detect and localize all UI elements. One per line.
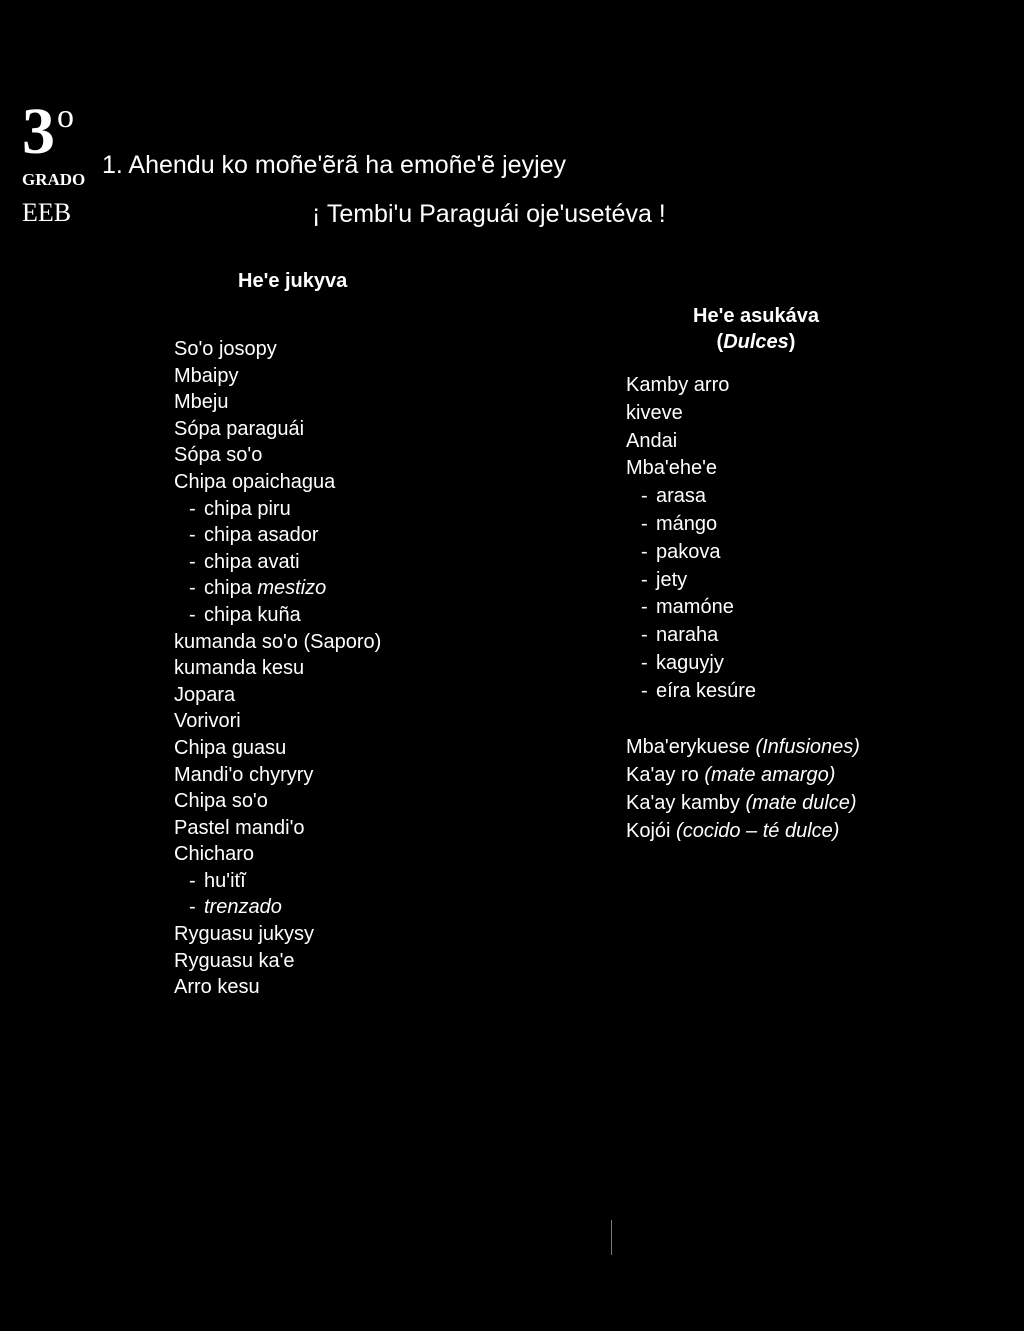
list-subitem: - chipa asador [174,522,381,549]
sweet-heading: He'e asukáva (Dulces) [693,305,819,353]
list-item: So'o josopy [174,338,277,360]
activity-title: 1. Ahendu ko moñe'ẽrã ha emoñe'ẽ jeyjey [102,151,567,179]
list-item: Pastel mandi'o [174,816,305,839]
list-item: Kojói (cocido – té dulce) [626,820,840,842]
list-subitem: - kaguyjy [626,650,756,678]
list-item: Sópa paraguái [174,417,305,440]
savory-food-list [174,336,381,1001]
list-subitem: - hu'itĩ [174,868,381,895]
list-item: Chipa opaichagua [174,470,336,493]
education-level-label: EEB [22,198,72,227]
list-item: Arro kesu [174,976,260,999]
savory-heading: He'e jukyva [238,270,348,292]
list-item: Mba'ehe'e [626,457,718,480]
list-item: Chipa guasu [174,736,287,759]
grade-label: GRADO [22,170,86,189]
list-item: Mandi'o chyryry [174,763,314,786]
list-item: Ryguasu jukysy [174,923,315,946]
list-item: Mbeju [174,391,229,414]
slogan: ¡ Tembi'u Paraguái oje'usetéva ! [312,200,666,228]
sweet-food-list [626,372,756,706]
list-item: Ryguasu ka'e [174,949,295,972]
list-subitem: - chipa kuña [174,602,381,629]
list-item: Chipa so'o [174,790,268,813]
list-item: kumanda kesu [174,657,305,680]
list-item: Sópa so'o [174,444,263,467]
list-item: Kamby arro [626,374,730,396]
grade-ordinal: o [57,98,74,135]
list-subitem: - chipa avati [174,549,381,576]
page-divider-mark [611,1220,612,1255]
list-subitem: - mamóne [626,594,756,622]
list-item: Ka'ay kamby (mate dulce) [626,792,857,814]
list-item: Andai [626,429,678,452]
list-subitem: - chipa piru [174,496,381,523]
list-item: kumanda so'o (Saporo) [174,630,382,653]
list-item: kiveve [626,401,683,424]
list-subitem: - arasa [626,483,756,511]
list-subitem: - chipa mestizo [174,575,381,602]
list-subitem: - naraha [626,622,756,650]
list-item: Ka'ay ro (mate amargo) [626,764,836,786]
list-subitem: - jety [626,567,756,595]
grade-number: 3$^o$ [22,95,74,168]
list-item: Jopara [174,683,236,706]
list-item: Mbaipy [174,364,239,387]
list-subitem: - mángo [626,511,756,539]
list-subitem: - eíra kesúre [626,678,756,706]
list-subitem: - trenzado [174,894,381,921]
list-item: Vorivori [174,710,241,733]
drinks-list [626,733,860,845]
list-subitem: - pakova [626,539,756,567]
list-item: Chicharo [174,843,255,866]
list-item: Mba'erykuese (Infusiones) [626,736,860,758]
